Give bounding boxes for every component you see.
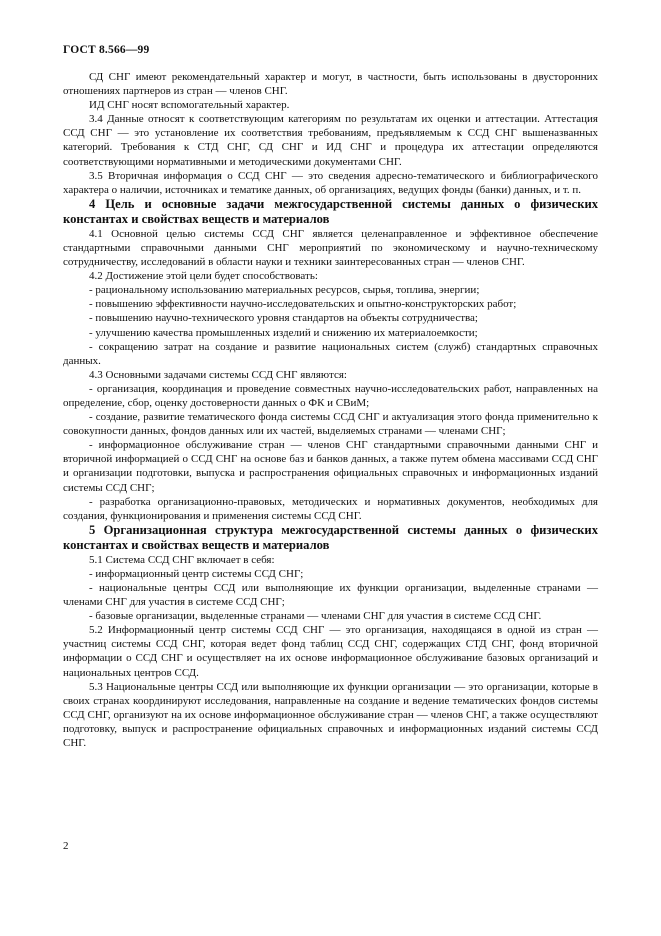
list-item: - рациональному использованию материальных ресурсов, сырья, топлива, энергии;: [89, 284, 480, 297]
list-item: - повышению научно-технического уровня стандартов на объекты сотрудничества;: [89, 312, 478, 325]
list-item: - создание, развитие тематического фонда системы ССД СНГ и актуализация этого фонда применительно к совокупности данных, фондов данных или их частей, выделяемых странами — членами СНГ;: [63, 411, 598, 438]
list-item: - улучшению качества промышленных изделий и снижению их материалоемкости;: [89, 326, 478, 339]
paragraph: ИД СНГ носят вспомогательный характер.: [89, 99, 290, 112]
paragraph: 3.5 Вторичная информация о ССД СНГ — это сведения адресно-тематического и библиографического характера о наличии, источниках и тематике данных, об организациях, ведущих фонды (банки) данных, и т. п.: [63, 169, 598, 196]
list-item: - информационное обслуживание стран — членов СНГ стандартными справочными данными СНГ и вторичной информацией о ССД СНГ на основе баз и банков данных, а также путем обмена массивами ССД СНГ и организации подготовки, выпуска и распространения официальных справочных и информационных изданий системы ССД СНГ;: [63, 439, 598, 494]
section-4-heading: 4 Цель и основные задачи межгосударственной системы данных о физических константах и свойствах веществ и материалов: [63, 196, 598, 226]
standard-code: ГОСТ 8.566—99: [63, 44, 150, 56]
list-item: - организация, координация и проведение совместных научно-исследовательских работ, направленных на определение, сбор, оценку достоверности данных о ФК и СВиМ;: [63, 382, 598, 409]
paragraph: 5.2 Информационный центр системы ССД СНГ — это организация, находящаяся в одной из стран — участниц системы ССД СНГ, которая ведет фонд таблиц ССД СНГ, содержащих СТД СНГ, фонд вторичной информации о ССД СНГ и осуществляет на их основе информационное обслуживание базовых организаций и национальных центров ССД.: [63, 624, 598, 679]
list-item: - базовые организации, выделенные странами — членами СНГ для участия в системе ССД СНГ.: [89, 610, 542, 623]
list-item: - повышению эффективности научно-исследовательских и опытно-конструкторских работ;: [89, 298, 517, 311]
list-item: - национальные центры ССД или выполняющие их функции организации, выделенные странами — членами СНГ для участия в системе ССД СНГ;: [63, 582, 598, 609]
paragraph: СД СНГ имеют рекомендательный характер и могут, в частности, быть использованы в двусторонних отношениях партнеров из стран — членов СНГ.: [63, 71, 598, 98]
section-5-heading: 5 Организационная структура межгосударственной системы данных о физических константах и свойствах веществ и материалов: [63, 522, 598, 552]
list-item: - сокращению затрат на создание и развитие национальных систем (служб) стандартных справочных данных.: [63, 340, 598, 367]
list-item: - разработка организационно-правовых, методических и нормативных документов, необходимых для создания, функционирования и применения системы ССД СНГ.: [63, 495, 598, 522]
paragraph: 4.1 Основной целью системы ССД СНГ является целенаправленное и эффективное обеспечение стандартными справочными данными СНГ мероприятий по экономическому и научно-техническому сотрудничеству, исследований в области науки и техники заинтересованных стран — членов СНГ.: [63, 227, 598, 269]
list-item: - информационный центр системы ССД СНГ;: [89, 567, 304, 580]
paragraph: 4.3 Основными задачами системы ССД СНГ являются:: [89, 368, 347, 381]
paragraph: 4.2 Достижение этой цели будет способствовать:: [89, 270, 318, 283]
paragraph: 3.4 Данные относят к соответствующим категориям по результатам их оценки и аттестации. Аттестация ССД СНГ — это установление их соответствия требованиям, предъявляемым к ССД СНГ вышеназванных категорий. Требования к СТД СНГ, СД СНГ и ИД СНГ и процедура их аттестации определяются соответствующими нормативными и методическими документами СНГ.: [63, 113, 598, 168]
document-body: [63, 70, 598, 750]
paragraph: 5.1 Система ССД СНГ включает в себя:: [89, 553, 275, 566]
page-number: 2: [63, 840, 69, 852]
paragraph: 5.3 Национальные центры ССД или выполняющие их функции организации — это организации, которые в своих странах координируют исследования, направленные на создание и ведение тематических фондов системы ССД СНГ, организуют на их основе информационное обслуживание стран — членов СНГ, а также осуществляют подготовку, выпуск и распространение официальных справочных и информационных изданий системы ССД СНГ.: [63, 680, 598, 750]
